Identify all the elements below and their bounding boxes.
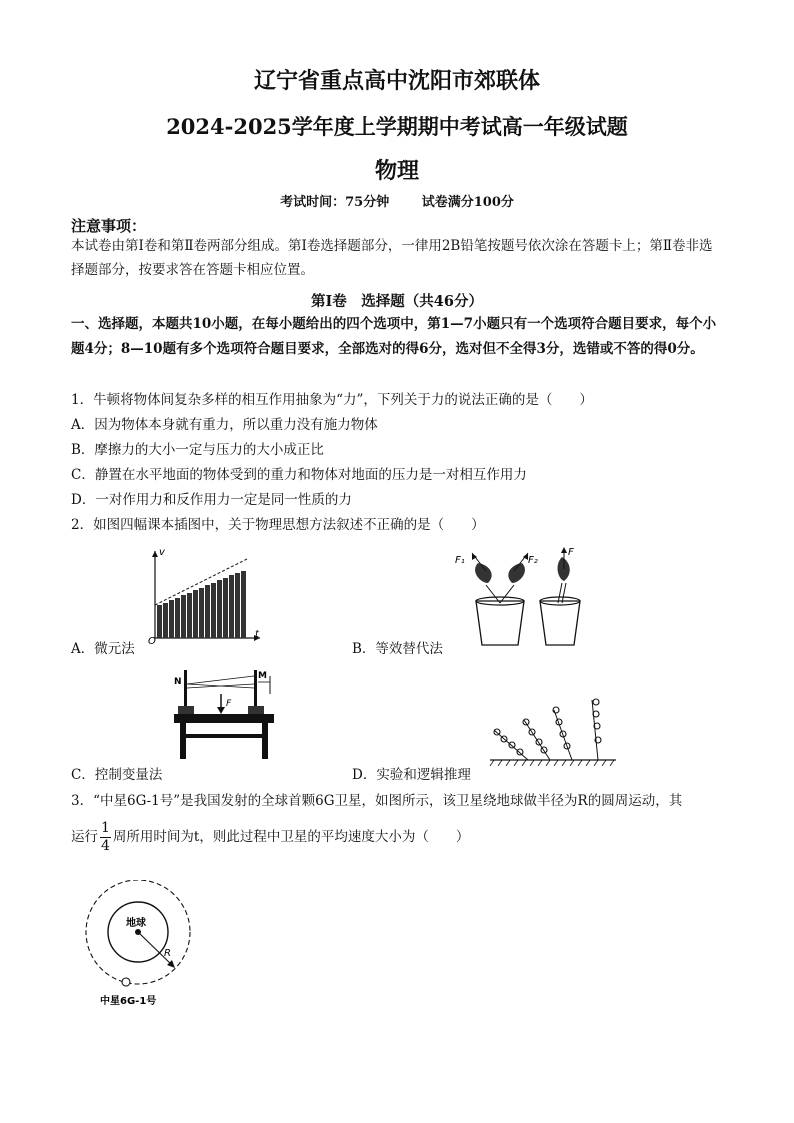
figure-experiment-logic <box>488 696 618 768</box>
q1-stem: 1．牛顿将物体间复杂多样的相互作用抽象为“力”，下列关于力的说法正确的是（ ） <box>71 392 593 408</box>
figure-satellite-orbit <box>78 880 208 1010</box>
q1-option-d: D．一对作用力和反作用力一定是同一性质的力 <box>71 492 352 508</box>
mirror-n-label: N <box>174 677 182 687</box>
press-force-label: F <box>226 699 232 709</box>
force-f-label: F <box>568 547 574 558</box>
exam-title-region: 辽宁省重点高中沈阳市郊联体 <box>253 68 540 94</box>
q1-option-b: B．摩擦力的大小一定与压力的大小成正比 <box>71 442 324 458</box>
figure-equivalent-substitution <box>450 543 590 651</box>
fraction-one-quarter <box>100 820 111 855</box>
q3-stem-after: 周所用时间为t，则此过程中卫星的平均速度大小为（ ） <box>112 829 470 845</box>
q3-stem-line2 <box>71 820 469 855</box>
origin-label: O <box>148 636 156 645</box>
figure-micro-element <box>145 545 265 645</box>
satellite-label: 中星6G-1号 <box>100 996 157 1007</box>
fraction-denominator: 4 <box>101 838 110 854</box>
q3-stem-line1: 3．“中星6G-1号”是我国发射的全球首颗6G卫星，如图所示，该卫星绕地球做半径为R的圆周运动，其 <box>71 793 683 809</box>
full-score: 试卷满分100分 <box>421 195 514 210</box>
radius-label: R <box>164 948 171 959</box>
q2-option-b: B．等效替代法 <box>352 641 443 657</box>
q3-stem-before: 运行 <box>71 829 98 845</box>
q2-option-c: C．控制变量法 <box>71 767 163 783</box>
figure-control-variable <box>170 662 280 762</box>
q2-stem: 2．如图四幅课本插图中，关于物理思想方法叙述不正确的是（ ） <box>71 517 485 533</box>
q1-option-c: C．静置在水平地面的物体受到的重力和物体对地面的压力是一对相互作用力 <box>71 467 527 483</box>
q2-option-a: A．微元法 <box>71 641 135 657</box>
force-f2-label: F₂ <box>528 555 538 566</box>
notice-heading: 注意事项： <box>71 217 147 235</box>
earth-label: 地球 <box>126 918 146 929</box>
force-f1-label: F₁ <box>455 555 465 566</box>
exam-subject: 物理 <box>374 158 419 184</box>
section-heading: 第Ⅰ卷 选择题（共46分） <box>311 293 483 310</box>
fraction-numerator: 1 <box>101 820 110 836</box>
axis-t-label: t <box>255 629 259 640</box>
axis-v-label: v <box>159 547 165 558</box>
section-instructions: 一、选择题，本题共10小题，在每小题给出的四个选项中，第1—7小题只有一个选项符合题目要求，每个小题4分；8—10题有多个选项符合题目要求，全部选对的得6分，选对但不全得3分，选错或不答的得0分。 <box>71 316 717 357</box>
q1-option-a: A．因为物体本身就有重力，所以重力没有施力物体 <box>71 417 378 433</box>
exam-meta <box>0 191 794 210</box>
notice-body: 本试卷由第Ⅰ卷和第Ⅱ卷两部分组成。第Ⅰ卷选择题部分，一律用2B铅笔按题号依次涂在答题卡上；第Ⅱ卷非选择题部分，按要求答在答题卡相应位置。 <box>71 238 713 278</box>
mirror-m-label: M <box>258 671 267 681</box>
exam-title-term: 2024-2025学年度上学期期中考试高一年级试题 <box>166 114 628 139</box>
exam-time: 考试时间：75分钟 <box>280 195 390 210</box>
q2-option-d: D．实验和逻辑推理 <box>352 767 471 783</box>
